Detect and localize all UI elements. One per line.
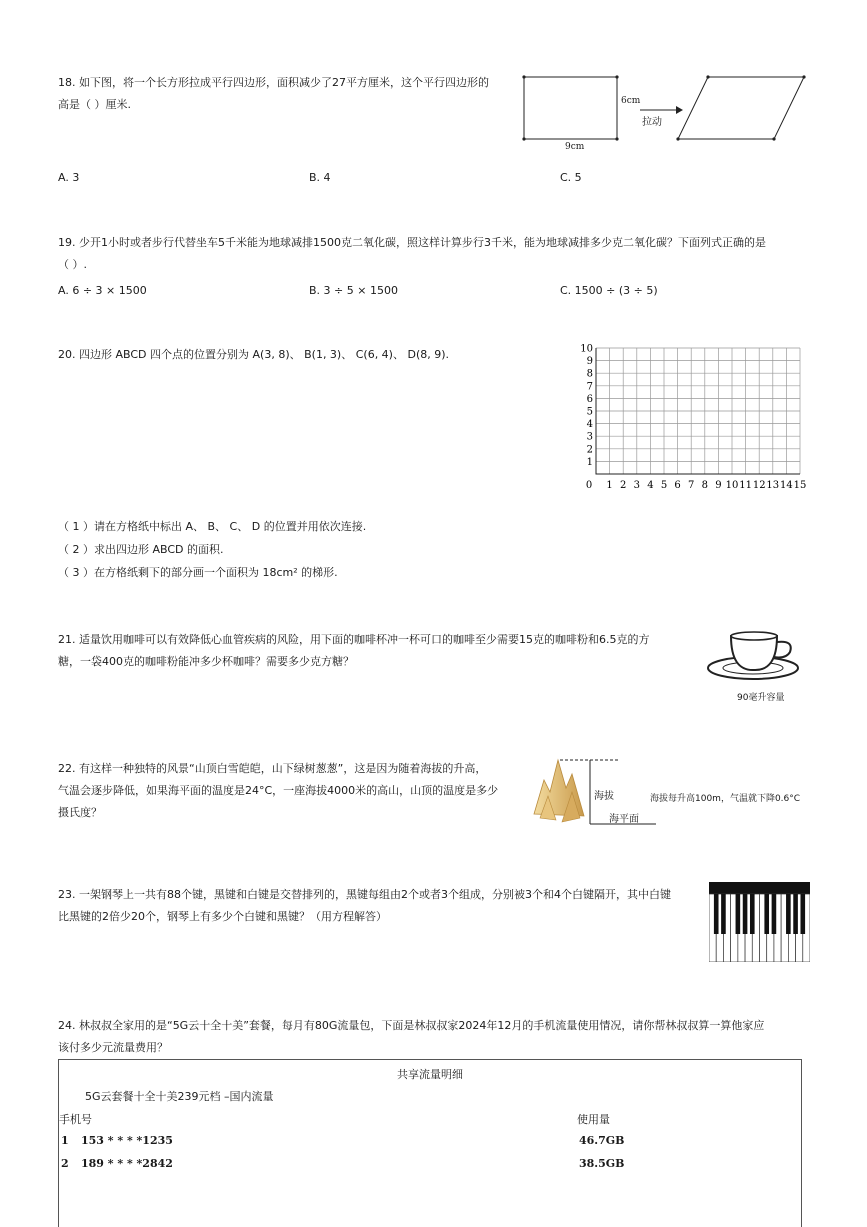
x-tick-label: 3: [633, 480, 640, 491]
q19-option-b[interactable]: B. 3 ÷ 5 × 1500: [309, 284, 398, 297]
cup-capacity-label: 90毫升容量: [737, 693, 785, 703]
x-tick-label: 1: [606, 480, 613, 491]
x-tick-label: 13: [766, 480, 780, 491]
altitude-label: 海拔: [594, 791, 614, 802]
y-tick-label: 2: [586, 444, 593, 456]
q18-text: [58, 72, 489, 116]
x-tick-label: 10: [725, 480, 739, 491]
q22-text: [58, 758, 498, 824]
black-key: [764, 894, 769, 934]
x-tick-label: 9: [715, 480, 722, 491]
q22-line2: 气温会逐步降低，如果海平面的温度是24°C，一座海拔4000米的高山，山顶的温度是多少: [58, 784, 499, 797]
x-tick-label: 14: [780, 480, 793, 491]
q18-option-a[interactable]: A. 3: [58, 171, 80, 184]
x-tick-label: 0: [585, 480, 593, 491]
q18-line1: 18. 如下图，将一个长方形拉成平行四边形，面积减少了27平方厘米，这个平行四边形的: [58, 76, 489, 89]
q24-text: [58, 1015, 764, 1059]
y-tick-label: 3: [586, 431, 593, 443]
black-key: [786, 894, 791, 934]
q18-arrow-label: 拉动: [642, 117, 662, 128]
col-usage-header: 使用量: [577, 1113, 610, 1126]
row-usage: 46.7GB: [579, 1134, 625, 1147]
q20-sub3: （ 3 ）在方格纸剩下的部分画一个面积为 18cm² 的梯形.: [58, 566, 338, 579]
y-tick-label: 8: [586, 368, 593, 380]
x-tick-label: 15: [793, 480, 807, 491]
x-tick-label: 5: [660, 480, 668, 491]
y-tick-label: 10: [580, 344, 593, 355]
q24-line1: 24. 林叔叔全家用的是“5G云十全十美”套餐，每月有80G流量包，下面是林叔叔家2024年12月的手机流量使用情况，请你帮林叔叔算一算他家应: [58, 1019, 765, 1032]
plan-name: [85, 1088, 274, 1104]
q24-line2: 该付多少元流量费用？: [58, 1041, 168, 1054]
y-tick-label: 1: [586, 456, 593, 468]
x-tick-label: 7: [688, 480, 695, 491]
sea-level-label: 海平面: [609, 814, 639, 825]
q18-option-c[interactable]: C. 5: [560, 171, 582, 184]
black-key: [772, 894, 777, 934]
x-tick-label: 8: [701, 480, 708, 491]
table-title: 共享流量明细: [397, 1068, 463, 1081]
black-key: [793, 894, 798, 934]
q18-height-label: 6cm: [621, 96, 641, 106]
q21-text: [58, 629, 649, 673]
q20-line1: 20. 四边形 ABCD 四个点的位置分别为 A(3, 8)、 B(1, 3)、 C(6, 4)、 D(8, 9).: [58, 348, 450, 361]
q21-line2: 糖，一袋400克的咖啡粉能冲多少杯咖啡？需要多少克方糖？: [58, 655, 354, 668]
q19-line2: （ ）.: [58, 258, 87, 271]
row-phone: 153 * * * *1235: [81, 1134, 173, 1147]
row-index: 1: [61, 1134, 69, 1147]
q19-option-a[interactable]: A. 6 ÷ 3 × 1500: [58, 284, 147, 297]
q23-text: [58, 884, 671, 928]
piano-keys-icon: [709, 882, 810, 962]
q22-line3: 摄氏度？: [58, 806, 102, 819]
flow-usage-table: [58, 1059, 802, 1227]
row-usage: 38.5GB: [579, 1157, 625, 1170]
coordinate-grid[interactable]: [576, 344, 816, 504]
y-tick-label: 4: [586, 419, 593, 431]
y-tick-label: 9: [586, 356, 593, 368]
q23-line2: 比黑键的2倍少20个，钢琴上有多少个白键和黑键？（用方程解答）: [58, 910, 387, 923]
q20-sub2: （ 2 ）求出四边形 ABCD 的面积.: [58, 543, 224, 556]
q20-sub1: （ 1 ）请在方格纸中标出 A、 B、 C、 D 的位置并用依次连接.: [58, 520, 367, 533]
x-tick-label: 2: [620, 480, 627, 491]
row-phone: 189 * * * *2842: [81, 1157, 173, 1170]
y-tick-label: 7: [586, 381, 593, 393]
x-tick-label: 11: [739, 480, 752, 491]
black-key: [743, 894, 748, 934]
x-tick-label: 6: [674, 480, 681, 491]
q19-line1: 19. 少开1小时或者步行代替坐车5千米能为地球减排1500克二氧化碳，照这样计算步行3千米，能为地球减排多少克二氧化碳？下面列式正确的是: [58, 236, 766, 249]
black-key: [800, 894, 805, 934]
col-phone-header: 手机号: [59, 1113, 92, 1126]
x-tick-label: 4: [647, 480, 654, 491]
q19-text: [58, 232, 818, 276]
black-key: [721, 894, 726, 934]
black-key: [714, 894, 719, 934]
q19-option-c[interactable]: C. 1500 ÷ (3 ÷ 5): [560, 284, 658, 297]
q21-line1: 21. 适量饮用咖啡可以有效降低心血管疾病的风险，用下面的咖啡杯冲一杯可口的咖啡至少需要15克的咖啡粉和6.5克的方: [58, 633, 650, 646]
piano-top-bar: [709, 882, 810, 894]
coffee-cup-icon: [704, 626, 804, 688]
black-key: [750, 894, 755, 934]
q22-line1: 22. 有这样一种独特的风景“山顶白雪皑皑，山下绿树葱葱”，这是因为随着海拔的升高，: [58, 762, 487, 775]
plan-name-text: 5G云套餐十全十美239元档 –国内流量: [85, 1090, 274, 1103]
y-tick-label: 6: [586, 393, 593, 405]
black-key: [736, 894, 741, 934]
q18-width-label: 9cm: [565, 142, 585, 152]
q18-option-b[interactable]: B. 4: [309, 171, 331, 184]
row-index: 2: [61, 1157, 69, 1170]
q18-figure: [518, 70, 818, 160]
x-tick-label: 12: [752, 480, 766, 491]
y-tick-label: 5: [586, 406, 593, 418]
q23-line1: 23. 一架钢琴上一共有88个键，黑键和白键是交替排列的，黑键每组由2个或者3个组成，分别被3个和4个白键隔开，其中白键: [58, 888, 671, 901]
temperature-note: 海拔每升高100m，气温就下降0.6°C: [650, 794, 801, 804]
q18-line2: 高是（ ）厘米.: [58, 98, 131, 111]
